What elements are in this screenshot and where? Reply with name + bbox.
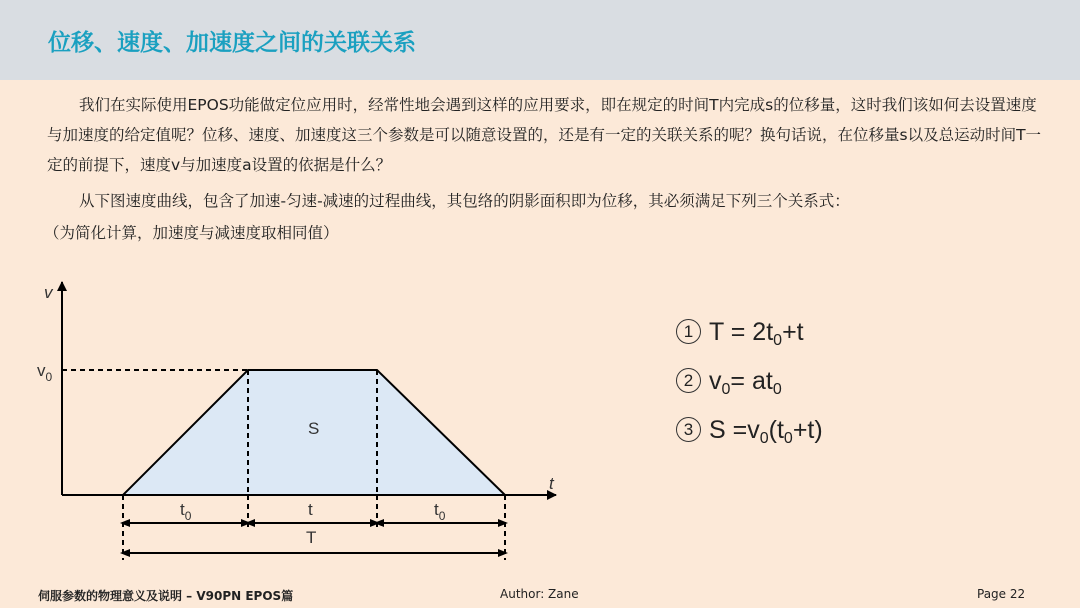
footer-title: 伺服参数的物理意义及说明 – V90PN EPOS篇 bbox=[38, 589, 294, 603]
paragraph-intro: 我们在实际使用EPOS功能做定位应用时，经常性地会遇到这样的应用要求，即在规定的时间T内完成s的位移量，这时我们该如何去设置速度与加速度的给定值呢？位移、速度、加速度这三个参数是可以随意设置的，还是有一定的关联关系的呢？换句话说，在位移量s以及总运动时间T一定的前提下，速度v与加速度a设置的依据是什么？ bbox=[47, 96, 1042, 174]
velocity-diagram bbox=[0, 270, 600, 570]
segment-label-t0-left: $t_0$ bbox=[180, 500, 192, 523]
formula-3: 3 $S =v_0(t_0+t)$ bbox=[676, 416, 823, 448]
footer-author: Author: Zane bbox=[500, 587, 579, 601]
formula-1: 1 $T = 2t_0+t$ bbox=[676, 318, 804, 350]
circled-number-3: 3 bbox=[676, 417, 701, 442]
formula-2: 2 $v_0= at_0$ bbox=[676, 367, 782, 399]
paragraph-note: （为简化计算，加速度与减速度取相同值） bbox=[44, 224, 339, 242]
circled-number-2: 2 bbox=[676, 368, 701, 393]
page-title: 位移、速度、加速度之间的关联关系 bbox=[48, 30, 416, 56]
segment-label-t: t bbox=[308, 500, 313, 519]
circled-number-1: 1 bbox=[676, 319, 701, 344]
total-time-label: T bbox=[306, 528, 317, 547]
header-bar bbox=[0, 0, 1080, 80]
segment-label-t0-right: $t_0$ bbox=[434, 500, 446, 523]
x-axis-label: t bbox=[549, 474, 554, 493]
v0-label: $v_0$ bbox=[37, 361, 53, 384]
paragraph-curve: 从下图速度曲线，包含了加速-匀速-减速的过程曲线，其包络的阴影面积即为位移，其必须满足下列三个关系式： bbox=[79, 192, 850, 210]
area-label: S bbox=[308, 419, 320, 438]
footer-page-number: Page 22 bbox=[977, 587, 1026, 601]
y-axis-label: v bbox=[44, 283, 53, 302]
